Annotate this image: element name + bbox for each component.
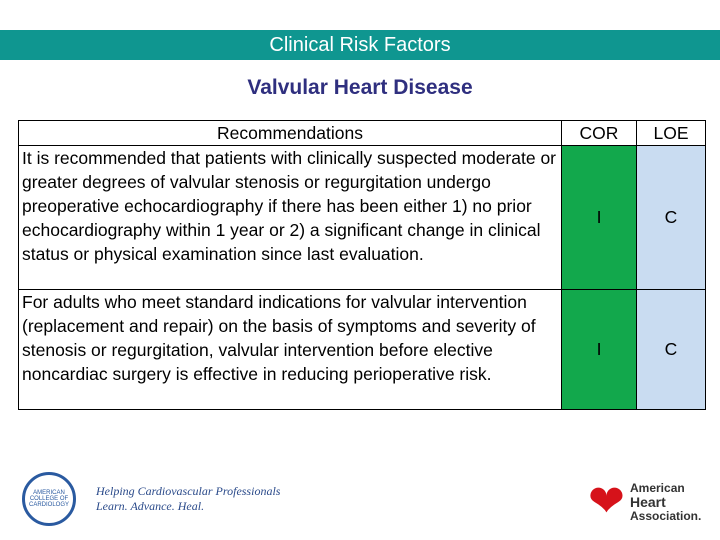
aha-wordmark: [630, 482, 701, 523]
table-row: [19, 290, 706, 410]
table-row: [19, 146, 706, 290]
aha-line3: Association.: [630, 508, 702, 523]
banner-title: Clinical Risk Factors: [0, 30, 720, 60]
page-subtitle: Valvular Heart Disease: [247, 76, 473, 99]
recommendation-text: For adults who meet standard indications for valvular intervention (replacement and repair) on the basis of symptoms and severity of stenosis or regurgitation, valvular intervention before elective noncardiac surgery is effective in reducing perioperative risk.: [19, 290, 562, 410]
aha-line2: Heart: [630, 493, 666, 510]
cor-value: I: [562, 146, 637, 290]
acc-seal-icon: AMERICAN COLLEGE OF CARDIOLOGY: [22, 472, 76, 526]
aha-line1: American: [630, 480, 685, 495]
acc-tagline-line1: Helping Cardiovascular Professionals: [96, 484, 281, 498]
recommendations-table: [18, 120, 706, 410]
header-loe: LOE: [637, 121, 706, 146]
loe-value: C: [637, 146, 706, 290]
acc-tagline-line2: Learn. Advance. Heal.: [96, 499, 205, 513]
heart-torch-icon: ❤: [588, 477, 625, 526]
recommendation-text: It is recommended that patients with clinically suspected moderate or greater degrees of valvular stenosis or regurgitation undergo preoperative echocardiography if there has been either 1) no prior echocardiography within 1 year or 2) a significant change in clinical status or physical examination since last evaluation.: [19, 146, 562, 290]
acc-logo: [22, 472, 280, 526]
loe-value: C: [637, 290, 706, 410]
header-cor: COR: [562, 121, 637, 146]
aha-logo: [588, 477, 702, 526]
header-recommendations: Recommendations: [19, 121, 562, 146]
acc-tagline: [96, 484, 280, 514]
table-header-row: [19, 121, 706, 146]
cor-value: I: [562, 290, 637, 410]
